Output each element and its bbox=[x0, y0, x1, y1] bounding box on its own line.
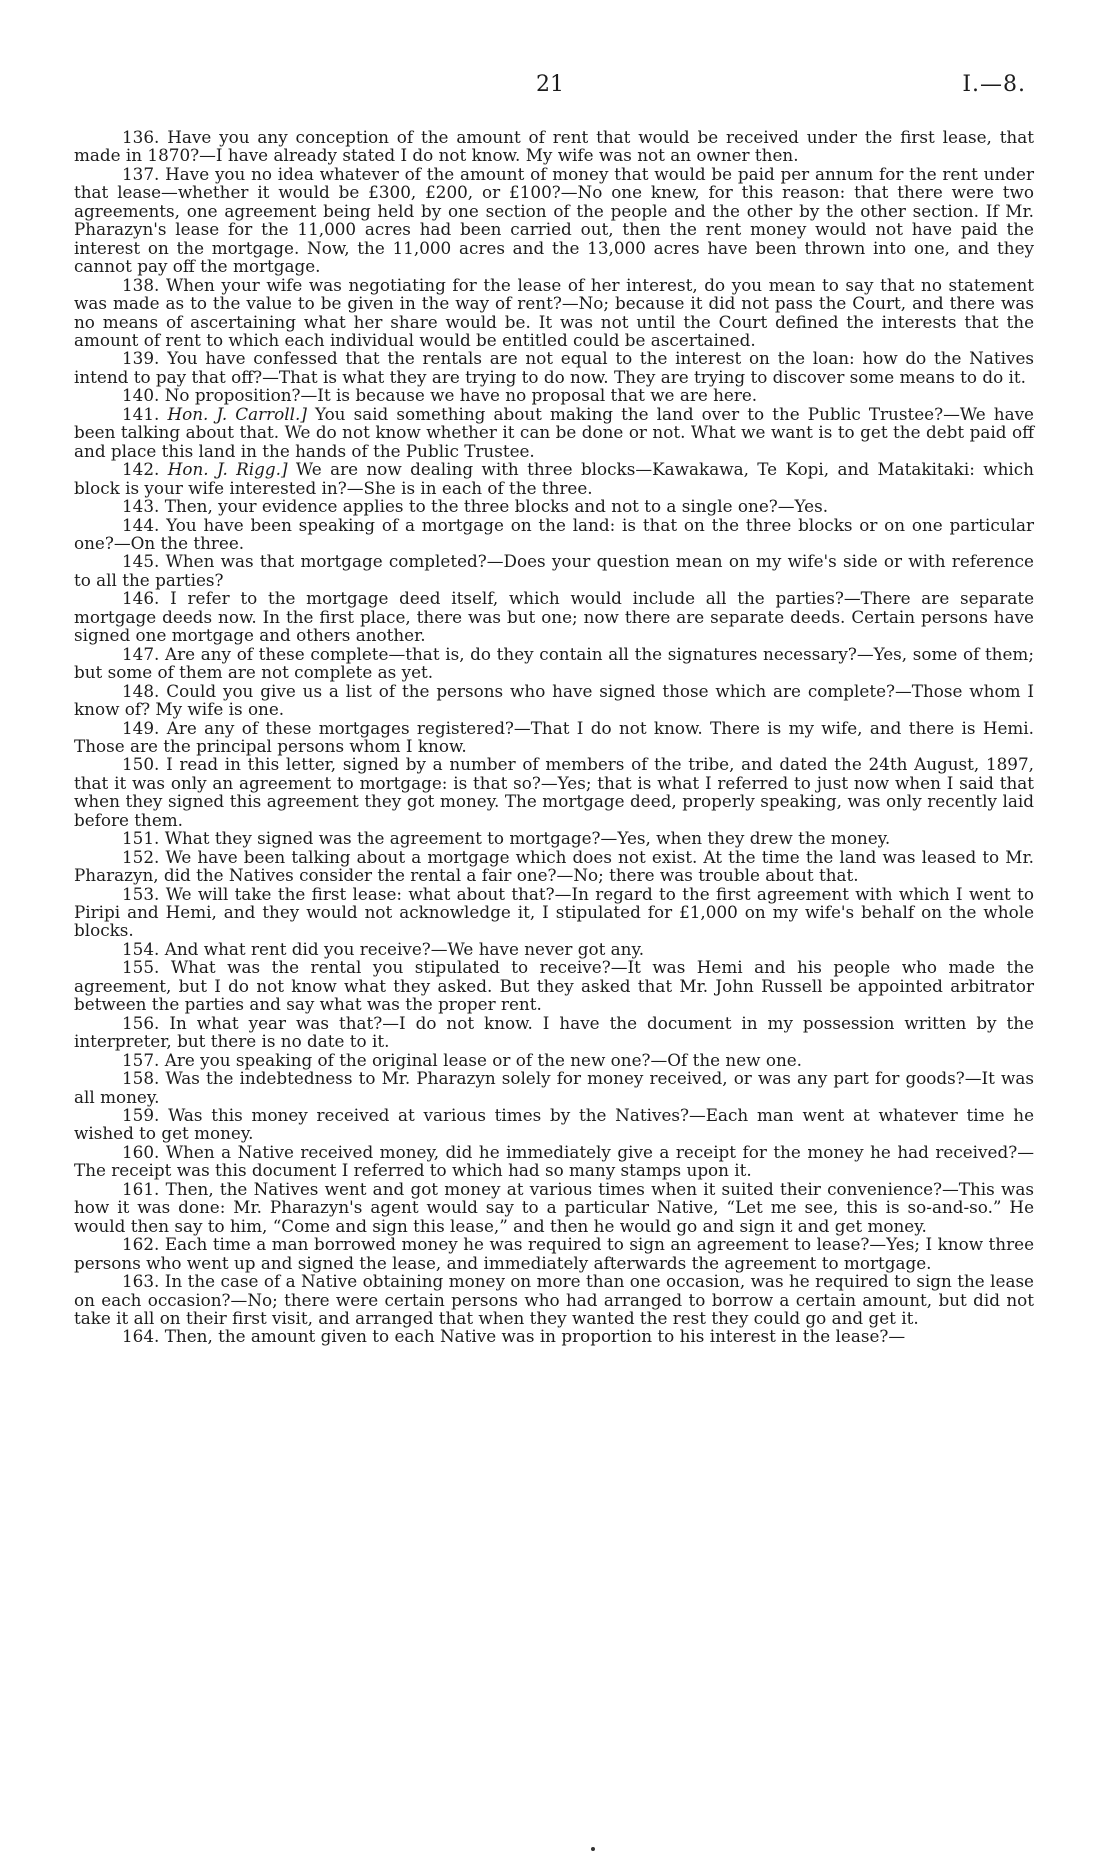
paragraph-140: 140. No proposition?—It is because we have no proposal that we are here. bbox=[122, 385, 758, 406]
paragraph-157: 157. Are you speaking of the original lease or of the new one?—Of the new one. bbox=[122, 1049, 803, 1070]
paragraph-148: 148. Could you give us a list of the persons who have signed those which are complete?—Those whom I know of? My wife is one. bbox=[74, 680, 1034, 720]
paragraph-153: 153. We will take the first lease: what about that?—In regard to the first agreement with which I went to Piripi and Hemi, and they would not acknowledge it, I stipulated for £1,000 on my wife's behalf on the whole blocks. bbox=[74, 883, 1034, 941]
speaker-label: Hon. J. Rigg.] bbox=[167, 459, 288, 480]
page-number: 21 bbox=[536, 72, 564, 97]
paragraph-161: 161. Then, the Natives went and got money at various times when it suited their convenience?—This was how it was done: Mr. Pharazyn's agent would say to a particular Native, “Let me see, this is so-and-so.” He would then say to him, “Come and sign this lease,” and then he would go and sign it and get money. bbox=[74, 1178, 1034, 1236]
paragraph-152: 152. We have been talking about a mortgage which does not exist. At the time the land was leased to Mr. Pharazyn, did the Natives consider the rental a fair one?—No; there was trouble about that. bbox=[74, 846, 1034, 886]
paragraph-159: 159. Was this money received at various times by the Natives?—Each man went at whatever time he wished to get money. bbox=[74, 1105, 1034, 1144]
paragraph-143: 143. Then, your evidence applies to the three blocks and not to a single one?—Yes. bbox=[122, 496, 829, 517]
paragraph-147: 147. Are any of these complete—that is, do they contain all the signatures necessary?—Yes, some of them; but some of them are not complete as yet. bbox=[74, 643, 1034, 683]
paragraph-text: You said something about making the land over to the Public Trustee?—We have been talking about that. We do not know whether it can be done or not. What we want is to get the debt paid off and place this land in the hands of the Public Trustee. bbox=[74, 403, 1034, 461]
paragraph-text: We are now dealing with three blocks—Kawakawa, Te Kopi, and Matakitaki: which block is your wife interested in?—She is in each of the three. bbox=[74, 459, 1034, 498]
question-number: 142. bbox=[122, 459, 168, 480]
paragraph-155: 155. What was the rental you stipulated to receive?—It was Hemi and his people who made the agreement, but I do not know what they asked. But they asked that Mr. John Russell be appointed arbitrator between the parties and say what was the proper rent. bbox=[74, 957, 1034, 1015]
paragraph-158: 158. Was the indebtedness to Mr. Pharazyn solely for money received, or was any part for goods?—It was all money. bbox=[74, 1068, 1034, 1107]
paragraph-154: 154. And what rent did you receive?—We have never got any. bbox=[122, 938, 645, 959]
paragraph-162: 162. Each time a man borrowed money he was required to sign an agreement to lease?—Yes; I know three persons who went up and signed the lease, and immediately afterwards the agreement to mortgage. bbox=[74, 1234, 1034, 1273]
footer-dot bbox=[591, 1847, 595, 1851]
paragraph-138: 138. When your wife was negotiating for the lease of her interest, do you mean to say that no statement was made as to the value to be given in the way of rent?—No; because it did not pass the Court, and there was no means of ascertaining what her share would be. It was not until the Court defined the interests that the amount of rent to which each individual would be entitled could be ascertained. bbox=[74, 274, 1034, 350]
paragraph-163: 163. In the case of a Native obtaining money on more than one occasion, was he required to sign the lease on each occasion?—No; there were certain persons who had arranged to borrow a certain amount, but did not take it all on their first visit, and arranged that when they wanted the rest they could go and get it. bbox=[74, 1271, 1034, 1328]
paragraph-150: 150. I read in this letter, signed by a number of members of the tribe, and dated the 24th August, 1897, that it was only an agreement to mortgage: is that so?—Yes; that is what I referred to just now when I said that when they signed this agreement they got money. The mortgage deed, properly speaking, was only recently laid before them. bbox=[74, 754, 1034, 830]
question-number: 141. bbox=[122, 403, 168, 424]
paragraph-141 bbox=[74, 405, 1034, 460]
document-reference: I.—8. bbox=[962, 72, 1026, 97]
paragraph-145: 145. When was that mortgage completed?—Does your question mean on my wife's side or with reference to all the parties? bbox=[74, 551, 1034, 590]
paragraph-146: 146. I refer to the mortgage deed itself, which would include all the parties?—There are separate mortgage deeds now. In the first place, there was but one; now there are separate deeds. Certain persons have signed one mortgage and others another. bbox=[74, 588, 1034, 646]
testimony-body bbox=[74, 128, 1034, 1346]
paragraph-151: 151. What they signed was the agreement to mortgage?—Yes, when they drew the money. bbox=[122, 828, 891, 849]
paragraph-139: 139. You have confessed that the rentals are not equal to the interest on the loan: how do the Natives intend to pay that off?—That is what they are trying to do now. They are trying to discover some means to do it. bbox=[74, 348, 1034, 387]
page-header bbox=[74, 72, 1026, 106]
paragraph-164: 164. Then, the amount given to each Native was in proportion to his interest in the lease?— bbox=[122, 1326, 906, 1347]
speaker-label: Hon. J. Carroll.] bbox=[167, 403, 307, 424]
paragraph-136: 136. Have you any conception of the amount of rent that would be received under the first lease, that made in 1870?—I have already stated I do not know. My wife was not an owner then. bbox=[74, 127, 1034, 166]
paragraph-156: 156. In what year was that?—I do not know. I have the document in my possession written by the interpreter, but there is no date to it. bbox=[74, 1012, 1034, 1052]
paragraph-144: 144. You have been speaking of a mortgage on the land: is that on the three blocks or on one particular one?—On the three. bbox=[74, 514, 1034, 553]
paragraph-142 bbox=[74, 460, 1034, 497]
paragraph-149: 149. Are any of these mortgages registered?—That I do not know. There is my wife, and there is Hemi. Those are the principal persons whom I know. bbox=[74, 717, 1034, 756]
paragraph-160: 160. When a Native received money, did he immediately give a receipt for the money he had received?—The receipt was this document I referred to which had so many stamps upon it. bbox=[74, 1141, 1034, 1181]
paragraph-137: 137. Have you no idea whatever of the amount of money that would be paid per annum for the rent under that lease—whether it would be £300, £200, or £100?—No one knew, for this reason: that there were two agreements, one agreement being held by one section of the people and the other by the other section. If Mr. Pharazyn's lease for the 11,000 acres had been carried out, then the rent money would not have paid the interest on the mortgage. Now, the 11,000 acres and the 13,000 acres have been thrown into one, and they cannot pay off the mortgage. bbox=[74, 163, 1034, 277]
